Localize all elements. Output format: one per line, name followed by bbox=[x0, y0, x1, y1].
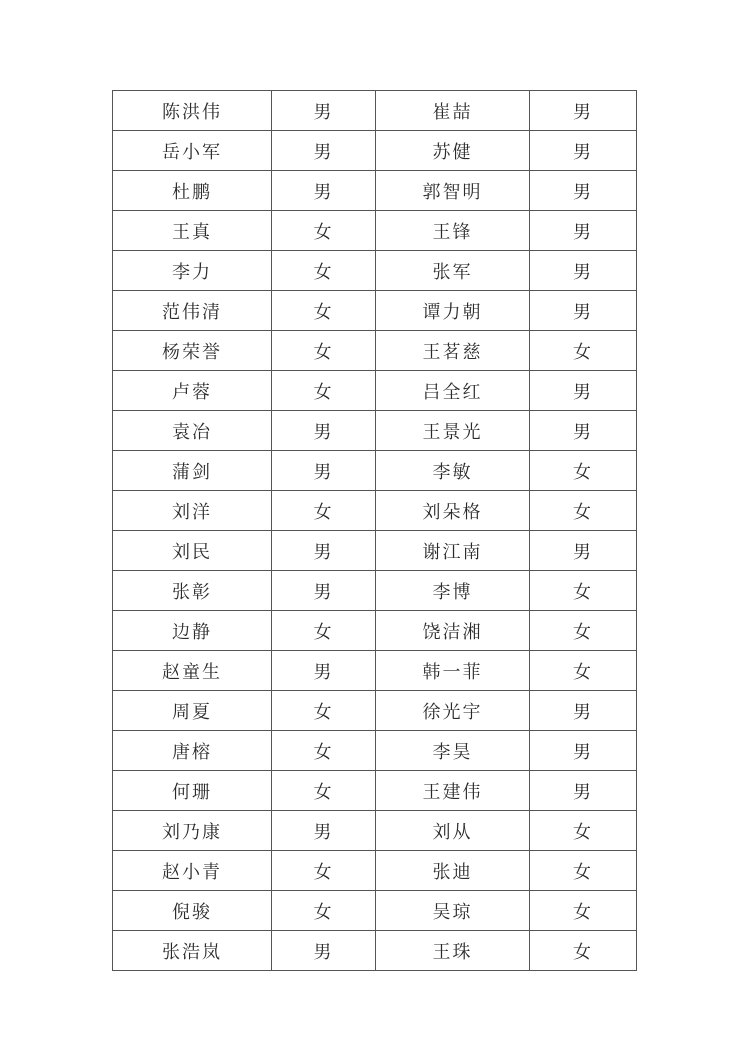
table-row bbox=[113, 451, 637, 491]
name-cell: 陈洪伟 bbox=[113, 91, 272, 131]
gender-cell: 男 bbox=[530, 211, 637, 251]
gender-cell: 女 bbox=[530, 891, 637, 931]
gender-cell: 男 bbox=[530, 731, 637, 771]
gender-cell: 女 bbox=[272, 891, 376, 931]
table-row bbox=[113, 371, 637, 411]
gender-cell: 女 bbox=[530, 571, 637, 611]
gender-cell: 女 bbox=[272, 851, 376, 891]
gender-cell: 女 bbox=[530, 331, 637, 371]
table-row bbox=[113, 771, 637, 811]
gender-cell: 女 bbox=[272, 331, 376, 371]
gender-cell: 男 bbox=[272, 451, 376, 491]
gender-cell: 女 bbox=[272, 371, 376, 411]
name-cell: 张彰 bbox=[113, 571, 272, 611]
gender-cell: 女 bbox=[272, 611, 376, 651]
name-cell: 袁冶 bbox=[113, 411, 272, 451]
name-cell: 刘从 bbox=[376, 811, 530, 851]
name-cell: 苏健 bbox=[376, 131, 530, 171]
name-cell: 李敏 bbox=[376, 451, 530, 491]
name-cell: 唐榕 bbox=[113, 731, 272, 771]
name-cell: 王茗慈 bbox=[376, 331, 530, 371]
gender-cell: 女 bbox=[530, 491, 637, 531]
table-row bbox=[113, 851, 637, 891]
table-row bbox=[113, 491, 637, 531]
name-cell: 张浩岚 bbox=[113, 931, 272, 971]
gender-cell: 男 bbox=[530, 771, 637, 811]
name-cell: 刘乃康 bbox=[113, 811, 272, 851]
name-cell: 刘朵格 bbox=[376, 491, 530, 531]
name-cell: 张迪 bbox=[376, 851, 530, 891]
table-row bbox=[113, 171, 637, 211]
gender-cell: 男 bbox=[272, 811, 376, 851]
name-cell: 蒲剑 bbox=[113, 451, 272, 491]
name-cell: 韩一菲 bbox=[376, 651, 530, 691]
name-cell: 卢蓉 bbox=[113, 371, 272, 411]
name-cell: 谢江南 bbox=[376, 531, 530, 571]
gender-cell: 男 bbox=[530, 531, 637, 571]
name-cell: 王锋 bbox=[376, 211, 530, 251]
name-cell: 王真 bbox=[113, 211, 272, 251]
name-cell: 边静 bbox=[113, 611, 272, 651]
name-cell: 周夏 bbox=[113, 691, 272, 731]
table-row bbox=[113, 291, 637, 331]
name-cell: 李昊 bbox=[376, 731, 530, 771]
gender-cell: 男 bbox=[530, 371, 637, 411]
gender-cell: 女 bbox=[272, 251, 376, 291]
gender-cell: 女 bbox=[272, 291, 376, 331]
gender-cell: 女 bbox=[272, 731, 376, 771]
gender-cell: 男 bbox=[272, 931, 376, 971]
table-row bbox=[113, 131, 637, 171]
name-cell: 郭智明 bbox=[376, 171, 530, 211]
gender-cell: 女 bbox=[530, 451, 637, 491]
table-row bbox=[113, 91, 637, 131]
gender-cell: 女 bbox=[530, 851, 637, 891]
name-cell: 王景光 bbox=[376, 411, 530, 451]
gender-cell: 女 bbox=[272, 491, 376, 531]
gender-cell: 男 bbox=[272, 91, 376, 131]
gender-cell: 男 bbox=[530, 171, 637, 211]
name-cell: 吕全红 bbox=[376, 371, 530, 411]
table-row bbox=[113, 411, 637, 451]
table-row bbox=[113, 691, 637, 731]
name-cell: 王珠 bbox=[376, 931, 530, 971]
gender-cell: 男 bbox=[530, 411, 637, 451]
table-row bbox=[113, 571, 637, 611]
gender-cell: 男 bbox=[530, 291, 637, 331]
table-row bbox=[113, 891, 637, 931]
name-cell: 饶洁湘 bbox=[376, 611, 530, 651]
name-cell: 岳小军 bbox=[113, 131, 272, 171]
gender-cell: 男 bbox=[272, 411, 376, 451]
gender-cell: 男 bbox=[530, 91, 637, 131]
gender-cell: 男 bbox=[530, 131, 637, 171]
table-row bbox=[113, 331, 637, 371]
table-row bbox=[113, 651, 637, 691]
gender-cell: 男 bbox=[272, 651, 376, 691]
name-cell: 王建伟 bbox=[376, 771, 530, 811]
gender-cell: 男 bbox=[272, 171, 376, 211]
gender-cell: 男 bbox=[272, 131, 376, 171]
gender-cell: 女 bbox=[530, 651, 637, 691]
name-cell: 刘洋 bbox=[113, 491, 272, 531]
roster-table bbox=[112, 90, 637, 971]
name-cell: 何珊 bbox=[113, 771, 272, 811]
name-cell: 谭力朝 bbox=[376, 291, 530, 331]
gender-cell: 女 bbox=[272, 771, 376, 811]
table-row bbox=[113, 931, 637, 971]
roster-body bbox=[113, 91, 637, 971]
gender-cell: 女 bbox=[530, 611, 637, 651]
table-row bbox=[113, 731, 637, 771]
name-cell: 吴琼 bbox=[376, 891, 530, 931]
name-cell: 张军 bbox=[376, 251, 530, 291]
gender-cell: 男 bbox=[272, 571, 376, 611]
name-cell: 李力 bbox=[113, 251, 272, 291]
name-cell: 赵小青 bbox=[113, 851, 272, 891]
table-row bbox=[113, 811, 637, 851]
table-row bbox=[113, 251, 637, 291]
gender-cell: 男 bbox=[272, 531, 376, 571]
table-row bbox=[113, 531, 637, 571]
gender-cell: 男 bbox=[530, 691, 637, 731]
name-cell: 杨荣誉 bbox=[113, 331, 272, 371]
name-cell: 崔喆 bbox=[376, 91, 530, 131]
name-cell: 倪骏 bbox=[113, 891, 272, 931]
gender-cell: 女 bbox=[272, 691, 376, 731]
name-cell: 范伟清 bbox=[113, 291, 272, 331]
name-cell: 赵童生 bbox=[113, 651, 272, 691]
name-cell: 刘民 bbox=[113, 531, 272, 571]
gender-cell: 女 bbox=[530, 931, 637, 971]
table-row bbox=[113, 611, 637, 651]
name-cell: 徐光宇 bbox=[376, 691, 530, 731]
gender-cell: 女 bbox=[530, 811, 637, 851]
name-cell: 杜鹏 bbox=[113, 171, 272, 211]
gender-cell: 男 bbox=[530, 251, 637, 291]
name-cell: 李博 bbox=[376, 571, 530, 611]
table-row bbox=[113, 211, 637, 251]
gender-cell: 女 bbox=[272, 211, 376, 251]
